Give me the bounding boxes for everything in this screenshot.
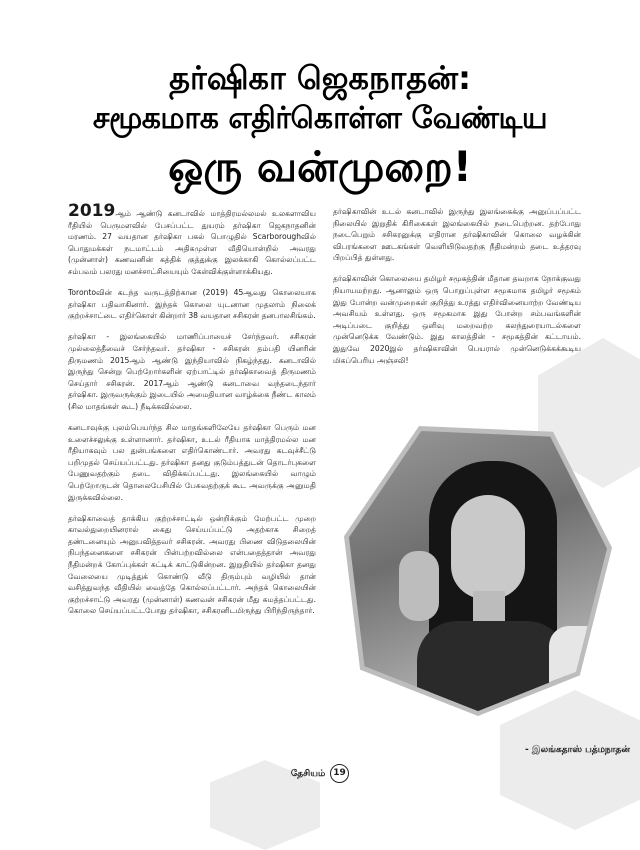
article-column-right bbox=[333, 206, 581, 376]
page-footer bbox=[0, 764, 640, 783]
page-number: 19 bbox=[330, 764, 349, 783]
article-paragraph: Torontoவின் கடந்த வருடத்திற்கான (2019) 45ஆவது கொலையாக தர்ஷிகா பதிவாகினார். இந்தக் கொலை யுடனான முதலாம் நிலைக் குற்றச்சாட்டை எதிர்கொள் கின்றார் 38 வயதான சசிகரன் தனபாலசிங்கம். bbox=[68, 288, 316, 321]
photo-hand bbox=[399, 551, 439, 621]
headline-line-2: சமூகமாக எதிர்கொள்ள வேண்டிய bbox=[92, 101, 548, 136]
article-headline bbox=[0, 58, 640, 194]
article-paragraph: தர்ஷிகாவின் கொலையை தமிழர் சமூகத்தின் மீதான தவறாக நோக்குவது நியாயமற்றது. ஆனாலும் ஒரு பொறுப்புள்ள சமூகமாக தமிழர் சமூகம் இது போன்ற வன்முறைகள் குறித்து உரத்து எதிர்வினையாற்ற வேண்டிய அவசியம் உள்ளது. ஒரு சமூகமாக இது போன்ற சம்பவங்களின் அடிப்படை குறித்து ஒளிவு மறைவற்ற கலந்துரையாடல்களை முன்னெடுக்க வேண்டும். இது காலத்தின் - சமூகத்தின் கட்டாயம். இதுவே 2020இல் தர்ஷிகாவின் பெயரால் முன்னெடுக்கக்கூடிய மிகப்பெரிய அஞ்சலி! bbox=[333, 274, 581, 365]
photo-face bbox=[451, 495, 525, 599]
article-column-left bbox=[68, 201, 316, 627]
drop-cap-year: 2019 bbox=[68, 201, 116, 221]
article-paragraph: தர்ஷிகாவின் உடல் கனடாவில் இருந்து இலங்கைக்கு அனுப்பப்பட்ட நிலையில் இறுதிக் கிரிகைகள் இலங்கையில் நடைபெற்றன. தற்போது நடைபெறும் சசிகரனுக்கு எதிரான தர்ஷிகாவின் கொலை வழக்கின் விபரங்களை ஊடகங்கள் வெளியிடுவதற்கு நீதிமன்றம் தடை உத்தரவு பிறப்பித் துள்ளது. bbox=[333, 207, 581, 263]
article-paragraph: 2019ஆம் ஆண்டு கனடாவில் மாத்திரமல்லமல் உலகளாவிய ரீதியில் பெருமளவில் பேசப்பட்ட துயரம் தர்ஷிகா ஜெகநாதனின் மரணம். 27 வயதான தர்ஷிகா பகல் பொழுதில் Scarboroughவில் பொதுமக்கள் நடமாட்டம் அதிகமுள்ள வீதியொன்றில் அவரது (முன்னாள்) கணவனின் கத்திக் குத்துக்கு இலக்காகி கொல்லப்பட்ட சம்பவம் பலரது மனச்சாட்சியையும் கேள்விக்குள்ளாக்கியது. bbox=[68, 201, 316, 276]
author-byline: - இலங்கதாஸ் பத்மநாதன் bbox=[525, 745, 630, 755]
article-paragraph: தர்ஷிகாவைத் தாக்கிய குற்றச்சாட்டில் ஒன்றிக்கும் மேற்பட்ட முறை காவல்துறையினரால் கைது செய்யப்பட்டு அதற்காக சிறைத் தண்டனையும் அனுபவித்தவர் சசிகரன். அவரது பிணை விடுதலையின் நிபந்தனைகளை சசிகரன் பின்பற்றவில்லை என்பதைத்தான் அவரது நீதிமன்றக் கோப்புக்கள் சுட்டிக் காட்டுகின்றன. இறுதியில் தர்ஷிகா தனது வேலையை முடித்துக் கொண்டு வீடு திரும்பும் வழியில் தான் வசித்துவந்த வீதியில் வைத்தே கொல்லப்பட்டார். அந்தக் கொலையின் குற்றச்சாட்டு அவரது (முன்னாள்) கணவன் சசிகரன் மீது சுமத்தப்பட்டது. கொலை செய்யப்பட்டபோது தர்ஷிகா, சசிகரனிடமிருந்து பிரிந்திருந்தார். bbox=[68, 513, 316, 616]
article-paragraph: கனடாவுக்கு புலம்பெயர்ந்த சில மாதங்களிலேயே தர்ஷிகா பெரும் மன உளைச்சலுக்கு உள்ளானார். தர்ஷிகா, உடல் ரீதியாக மாத்திரமல்ல மன ரீதியாகவும் பல துன்பங்களை எதிர்கொண்டார். அவரது கடவுச்சீட்டு பறிமுதல் செய்யப்பட்டது. தர்ஷிகா தனது குடும்பத்துடன் தொடர்புகளை பேணுவதற்கும் தடை விதிக்கப்பட்டது. இலங்கையில் வாழும் பெற்றோருடன் தொலைபேசியில் பேசுவதற்குக் கூட அவருக்கு அனுமதி இருக்கவில்லை. bbox=[68, 423, 316, 502]
headline-line-1: தர்ஷிகா ஜெகநாதன்: bbox=[169, 59, 471, 97]
article-paragraph: தர்ஷிகா - இலங்கையில் மாணிப்பாயைச் சேர்ந்தவர். சசிகரன் முல்லைத்தீவைச் சேர்ந்தவர். தர்ஷிகா - சசிகரன் தம்பதி யினரின் திருமணம் 2015ஆம் ஆண்டு இந்தியாவில் நிகழ்ந்தது. கனடாவில் இருந்து சென்று பெற்றோர்களின் ஏற்பாட்டில் தர்ஷிகாவைத் திருமணம் செய்தார் சசிகரன். 2017ஆம் ஆண்டு கனடாவை வந்தடைந்தார் தர்ஷிகா. இருவருக்கும் இடையில் அமைதியான வாழ்க்கை நீண்ட காலம் (சில மாதங்கள் கூட) நீடிக்கவில்லை. bbox=[68, 332, 316, 411]
portrait-photo bbox=[344, 426, 612, 716]
headline-line-3: ஒரு வன்முறை! bbox=[168, 142, 472, 191]
magazine-name: தேசியம் bbox=[290, 769, 326, 779]
